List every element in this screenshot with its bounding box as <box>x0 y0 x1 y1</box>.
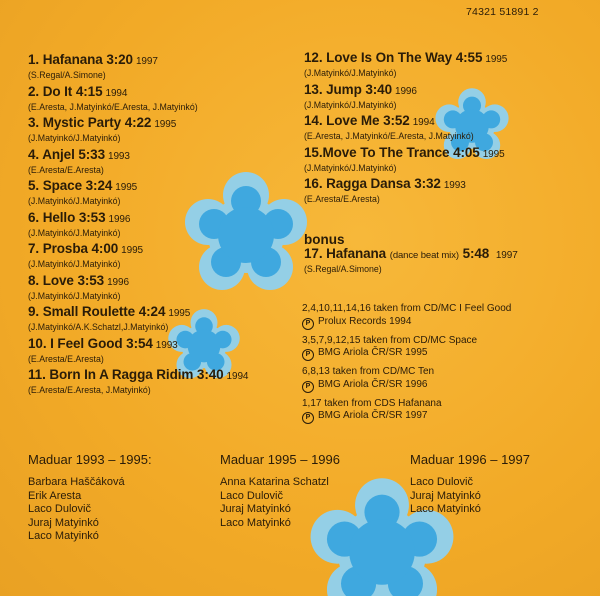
track-year: 1996 <box>107 276 129 288</box>
source-line: 1,17 taken from CDS Hafanana <box>302 397 442 409</box>
label-text: BMG Ariola ČR/SR 1995 <box>318 347 428 358</box>
member-name: Erik Aresta <box>28 489 82 502</box>
source-line: 2,4,10,11,14,16 taken from CD/MC I Feel Good <box>302 303 512 314</box>
source-line: 3,5,7,9,12,15 taken from CD/MC Space <box>302 334 478 346</box>
member-name: Laco Matyinkó <box>410 503 481 515</box>
member-name: Laco Dulovič <box>410 476 473 488</box>
track-credit: (J.Matyinkó/J.Matyinkó) <box>28 227 121 238</box>
bonus-label: bonus <box>304 232 345 247</box>
track-year: 1994 <box>412 117 435 128</box>
track-title <box>28 115 248 133</box>
track-item <box>28 367 248 399</box>
track-name: 10. I Feel Good 3:54 <box>28 335 153 351</box>
track-name: 6. Hello 3:53 <box>28 209 106 225</box>
track-credit: (J.Matyinkó/J.Matyinkó) <box>28 290 121 301</box>
track-name: 8. Love 3:53 <box>28 272 105 288</box>
source-label <box>302 379 511 393</box>
bonus-year: 1997 <box>495 250 518 261</box>
track-credit: (J.Matyinkó/J.Matyinkó) <box>28 133 121 143</box>
track-credit: (J.Matyinkó/J.Matyinkó) <box>304 68 397 78</box>
track-name: 3. Mystic Party 4:22 <box>28 115 152 130</box>
track-item <box>28 115 248 147</box>
bonus-mix: (dance beat mix) <box>389 250 459 261</box>
lineup-1995-1996 <box>220 452 340 530</box>
track-credit: (J.Matyinkó/J.Matyinkó) <box>304 162 397 173</box>
bonus-duration: 5:48 <box>462 246 490 261</box>
bonus-credit: (S.Regal/A.Simone) <box>304 264 382 274</box>
track-title <box>28 273 248 291</box>
track-name: 13. Jump 3:40 <box>304 81 392 97</box>
member-name: Laco Matyinkó <box>220 516 291 529</box>
source-note <box>302 303 511 330</box>
track-item <box>304 50 507 82</box>
member-name: Anna Katarina Schatzl <box>220 476 329 488</box>
member-list <box>28 476 152 544</box>
track-name: 1. Hafanana 3:20 <box>28 52 133 67</box>
source-note <box>302 398 511 425</box>
track-year: 1995 <box>121 245 144 256</box>
track-year: 1997 <box>135 56 158 67</box>
member-name: Laco Matyinkó <box>28 530 99 542</box>
track-title <box>28 178 248 196</box>
track-year: 1993 <box>155 339 178 351</box>
track-item <box>28 178 248 210</box>
track-title <box>28 367 248 385</box>
track-name: 12. Love Is On The Way 4:55 <box>304 50 483 65</box>
source-notes <box>302 303 511 429</box>
label-text: Prolux Records 1994 <box>318 315 412 327</box>
track-credit: (J.Matyinkó/J.Matyinkó) <box>28 259 121 269</box>
track-credit: (J.Matyinkó/J.Matyinkó) <box>28 196 121 206</box>
track-name: 2. Do It 4:15 <box>28 83 103 99</box>
track-item <box>28 84 248 116</box>
track-name: 4. Anjel 5:33 <box>28 146 105 162</box>
catalog-number: 74321 51891 2 <box>466 6 539 18</box>
phonogram-icon: P <box>302 381 314 393</box>
track-item <box>28 304 248 336</box>
track-title <box>304 50 507 68</box>
track-item <box>28 147 248 179</box>
track-title <box>304 145 507 163</box>
track-credit: (J.Matyinkó/J.Matyinkó) <box>304 99 397 110</box>
track-name: 7. Prosba 4:00 <box>28 241 119 256</box>
track-item <box>304 145 507 177</box>
member-name: Barbara Haščáková <box>28 476 125 488</box>
track-name: 11. Born In A Ragga Ridim 3:40 <box>28 367 224 382</box>
track-credit: (S.Regal/A.Simone) <box>28 70 106 80</box>
track-year: 1995 <box>115 182 138 193</box>
tracklist-right <box>304 50 507 208</box>
member-name: Laco Dulovič <box>220 489 283 502</box>
track-year: 1995 <box>485 54 508 65</box>
member-name: Juraj Matyinkó <box>220 503 291 515</box>
member-list <box>410 476 530 517</box>
track-year: 1994 <box>226 371 249 382</box>
lineup-1993-1995 <box>28 452 152 544</box>
track-item <box>28 336 248 368</box>
track-credit: (E.Aresta/E.Aresta) <box>28 353 104 364</box>
track-credit: (J.Matyinkó/A.K.Schatzl,J.Matyinkó) <box>28 322 169 332</box>
track-item <box>28 210 248 242</box>
source-note <box>302 335 511 362</box>
label-text: BMG Ariola ČR/SR 1996 <box>318 378 428 390</box>
phonogram-icon: P <box>302 318 314 330</box>
source-line: 6,8,13 taken from CD/MC Ten <box>302 366 435 377</box>
track-title <box>28 304 248 322</box>
phonogram-icon: P <box>302 349 314 361</box>
lineup-1996-1997 <box>410 452 530 517</box>
track-item <box>28 52 248 84</box>
track-item <box>28 241 248 273</box>
track-year: 1996 <box>108 213 131 225</box>
bonus-title: 17. Hafanana <box>304 246 387 261</box>
track-item <box>304 113 507 145</box>
track-year: 1995 <box>168 308 191 319</box>
label-text: BMG Ariola ČR/SR 1997 <box>318 410 428 421</box>
member-name: Juraj Matyinkó <box>410 489 481 502</box>
track-title <box>304 176 507 194</box>
source-label <box>302 347 511 361</box>
member-name: Laco Dulovič <box>28 503 91 515</box>
track-year: 1995 <box>154 119 177 130</box>
member-list <box>220 476 340 530</box>
track-credit: (E.Aresta/E.Aresta) <box>28 164 104 175</box>
track-title <box>28 52 248 70</box>
track-title <box>28 241 248 259</box>
bonus-track-title <box>304 246 518 264</box>
track-title <box>28 210 248 228</box>
source-label <box>302 410 511 424</box>
track-year: 1995 <box>482 148 505 160</box>
track-year: 1993 <box>443 180 466 191</box>
track-year: 1993 <box>107 150 130 162</box>
phonogram-icon: P <box>302 412 314 424</box>
track-year: 1994 <box>105 87 128 99</box>
bonus-track <box>304 246 518 275</box>
track-title <box>28 147 248 165</box>
tracklist-left <box>28 52 248 399</box>
track-name: 15.Move To The Trance 4:05 <box>304 144 480 160</box>
track-item <box>304 82 507 114</box>
track-item <box>304 176 507 208</box>
track-credit: (E.Aresta/E.Aresta, J.Matyinkó) <box>28 385 151 395</box>
lineup-heading: Maduar 1993 – 1995: <box>28 452 152 467</box>
track-credit: (E.Aresta/E.Aresta) <box>304 194 380 204</box>
track-credit: (E.Aresta, J.Matyinkó/E.Aresta, J.Matyinkó) <box>28 101 198 112</box>
track-title <box>28 336 248 354</box>
source-note <box>302 366 511 393</box>
member-name: Juraj Matyinkó <box>28 516 99 529</box>
track-year: 1996 <box>395 85 417 97</box>
lineup-heading: Maduar 1996 – 1997 <box>410 452 530 467</box>
source-label <box>302 316 511 330</box>
track-name: 14. Love Me 3:52 <box>304 113 410 128</box>
track-credit: (E.Aresta, J.Matyinkó/E.Aresta, J.Matyinkó) <box>304 131 474 141</box>
track-name: 5. Space 3:24 <box>28 178 113 193</box>
track-title <box>28 84 248 102</box>
track-title <box>304 82 507 100</box>
track-title <box>304 113 507 131</box>
track-item <box>28 273 248 305</box>
lineup-heading: Maduar 1995 – 1996 <box>220 452 340 467</box>
track-name: 9. Small Roulette 4:24 <box>28 304 166 319</box>
track-name: 16. Ragga Dansa 3:32 <box>304 176 441 191</box>
